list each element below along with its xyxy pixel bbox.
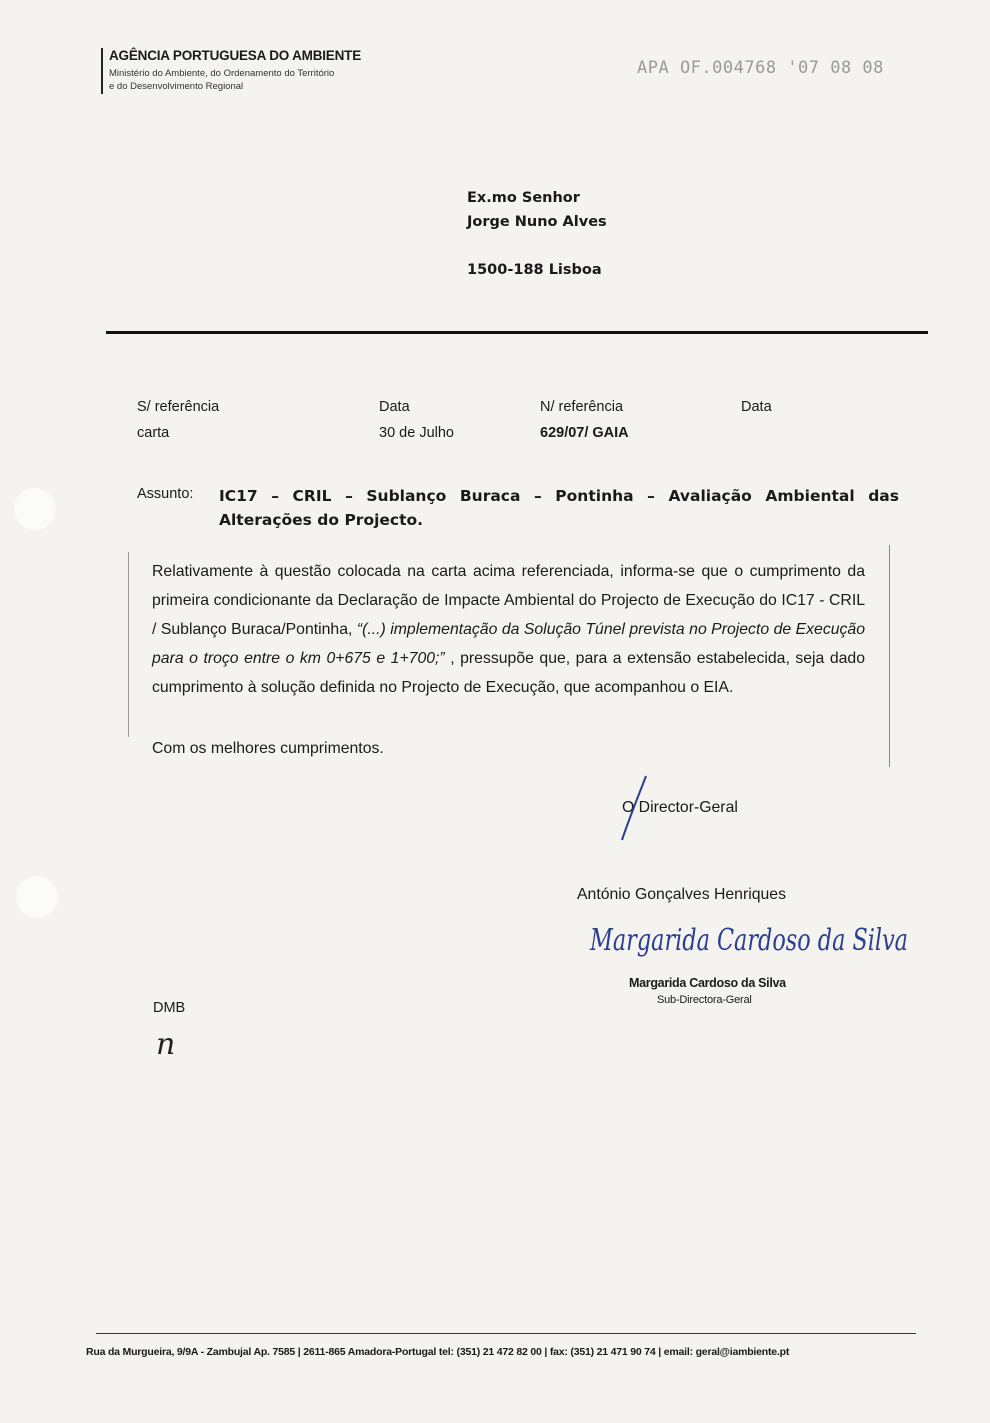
ministry-line-2: e do Desenvolvimento Regional [109, 81, 244, 92]
director-name: António Gonçalves Henriques [577, 886, 786, 903]
handwritten-initial [152, 1024, 192, 1064]
footer-rule [96, 1333, 916, 1334]
date-label-2: Data [741, 399, 772, 415]
recipient-name: Jorge Nuno Alves [467, 214, 607, 230]
header-divider [101, 48, 103, 94]
footer-contact: Rua da Murgueira, 9/9A - Zambujal Ap. 7585 | 2611-865 Amadora-Portugal tel: (351) 21 472 82 00 | fax: (351) 21 471 90 74 | email: geral@iambiente.pt [86, 1346, 790, 1358]
handwritten-initial-text: n [156, 1027, 176, 1062]
author-initials: DMB [153, 1000, 186, 1016]
body-quote: “(...) implementação da Solução Túnel prevista no Projecto de Execução para o troço entre o km 0+675 e 1+700;” [152, 621, 865, 667]
ministry-block [109, 67, 334, 93]
initial-stroke-icon [612, 772, 652, 844]
handwritten-signature-text: Margarida Cardoso da Silva [589, 923, 908, 958]
body-part-2: , pressupõe que, para a extensão estabelecida, seja dado cumprimento à solução definida no Projecto de Execução, que acompanhou o EIA. [152, 650, 865, 696]
our-ref-label: N/ referência [540, 399, 624, 415]
director-title: O Director-Geral [622, 799, 738, 816]
handwritten-signature [588, 906, 918, 968]
punch-hole-bottom [16, 876, 58, 918]
closing-line: Com os melhores cumprimentos. [152, 740, 384, 757]
registry-stamp: APA OF.004768 '07 08 08 [637, 58, 884, 78]
punch-hole-top [14, 488, 56, 530]
your-ref-label: S/ referência [137, 399, 220, 415]
recipient-postal: 1500-188 Lisboa [467, 262, 602, 278]
date-value-1: 30 de Julho [379, 425, 454, 441]
margin-mark-right [889, 545, 890, 767]
signer-name: Margarida Cardoso da Silva [629, 976, 786, 990]
agency-name: AGÊNCIA PORTUGUESA DO AMBIENTE [109, 48, 362, 63]
body-paragraph [152, 557, 865, 702]
header-rule [106, 331, 928, 334]
your-ref-value: carta [137, 425, 170, 441]
recipient-salutation: Ex.mo Senhor [467, 190, 580, 206]
body-part-1: Relativamente à questão colocada na carta acima referenciada, informa-se que o cumprimento da primeira condicionante da Declaração de Impacte Ambiental do Projecto de Execução do IC17 - CRIL / Sublanço Buraca/Pontinha, [152, 563, 865, 638]
date-label-1: Data [379, 399, 410, 415]
subject-label: Assunto: [137, 486, 194, 502]
subject-text: IC17 – CRIL – Sublanço Buraca – Pontinha – Avaliação Ambiental das Alterações do Projecto. [219, 487, 899, 529]
margin-mark-left [128, 552, 129, 737]
our-ref-value: 629/07/ GAIA [540, 425, 629, 441]
signer-role: Sub-Directora-Geral [657, 994, 752, 1006]
ministry-line-1: Ministério do Ambiente, do Ordenamento do Território [109, 68, 335, 79]
